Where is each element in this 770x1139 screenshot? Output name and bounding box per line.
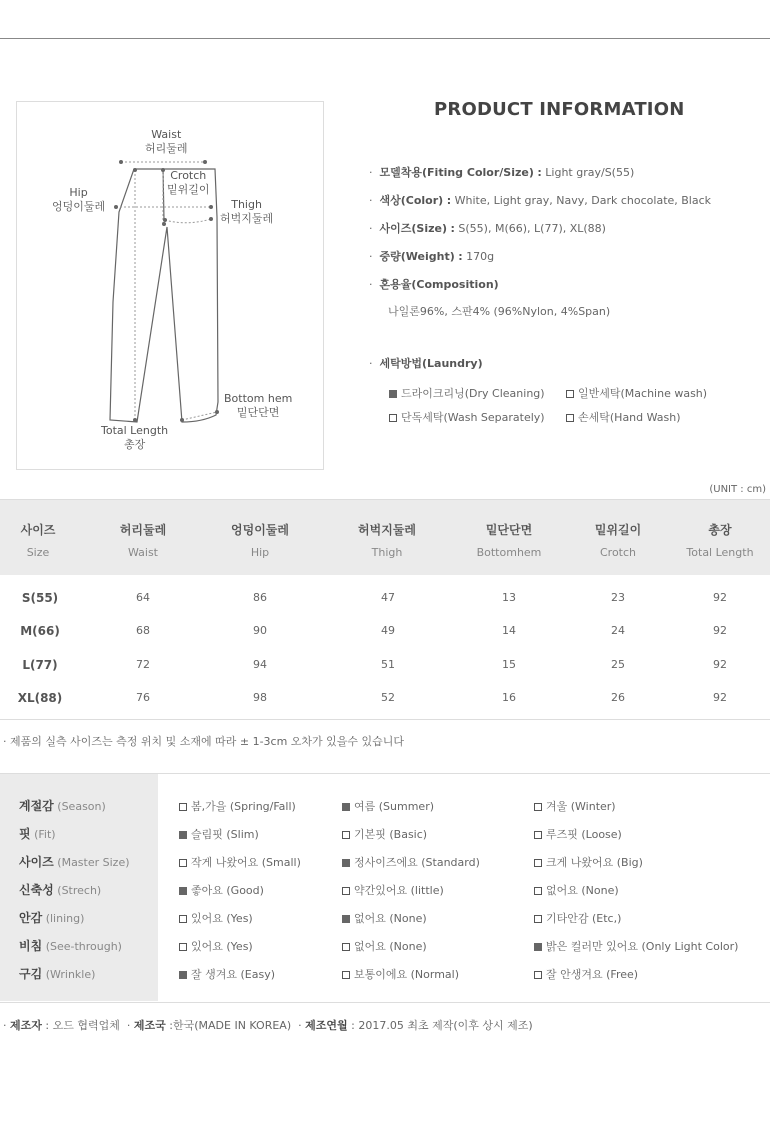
attr-option: 보통이에요 (Normal) <box>342 966 459 982</box>
header-size: 사이즈 Size <box>20 523 56 559</box>
attr-master-size-label: 사이즈 (Master Size) <box>19 855 130 869</box>
cell-bottomhem: 15 <box>502 658 516 671</box>
empty-box-icon <box>534 887 542 895</box>
cell-waist: 72 <box>136 658 150 671</box>
attr-option: 정사이즈에요 (Standard) <box>342 854 480 870</box>
attr-see-through-label: 비침 (See-through) <box>19 939 122 953</box>
attr-option: 밝은 컬러만 있어요 (Only Light Color) <box>534 938 738 954</box>
header-total-length: 총장 Total Length <box>686 523 754 559</box>
empty-box-icon <box>179 859 187 867</box>
cell-total-length: 92 <box>713 624 727 637</box>
cell-size: M(66) <box>20 624 60 638</box>
empty-box-icon <box>179 915 187 923</box>
laundry-option-hand: 손세탁(Hand Wash) <box>566 409 681 425</box>
size-note: · 제품의 실측 사이즈는 측정 위치 및 소재에 따라 ± 1-3cm 오차가 있을수 있습니다 <box>3 735 405 748</box>
cell-total-length: 92 <box>713 691 727 704</box>
cell-size: XL(88) <box>17 691 63 705</box>
attr-wrinkle-label: 구김 (Wrinkle) <box>19 967 96 981</box>
thigh-label: Thigh 허벅지둘레 <box>220 198 274 225</box>
attr-option: 없어요 (None) <box>342 910 427 926</box>
attr-season-label: 계절감 (Season) <box>19 799 106 813</box>
header-bottomhem: 밑단단면 Bottomhem <box>476 523 542 559</box>
checked-box-icon <box>342 803 350 811</box>
empty-box-icon <box>342 971 350 979</box>
attr-option: 기타안감 (Etc,) <box>534 910 621 926</box>
cell-size: L(77) <box>22 658 58 672</box>
checked-box-icon <box>179 971 187 979</box>
empty-box-icon <box>534 859 542 867</box>
attr-option: 루즈핏 (Loose) <box>534 826 622 842</box>
header-hip: 엉덩이둘레 Hip <box>231 523 289 559</box>
cell-waist: 76 <box>136 691 150 704</box>
cell-thigh: 49 <box>381 624 395 637</box>
laundry-option-dry: 드라이크리닝(Dry Cleaning) <box>389 385 545 401</box>
empty-box-icon <box>566 390 574 398</box>
checked-box-icon <box>179 887 187 895</box>
size-row: · 사이즈(Size) : S(55), M(66), L(77), XL(88) <box>369 222 606 235</box>
cell-hip: 94 <box>253 658 267 671</box>
attr-stretch-label: 신축성 (Strech) <box>19 883 102 897</box>
attr-option: 여름 (Summer) <box>342 798 434 814</box>
attr-option: 봄,가을 (Spring/Fall) <box>179 798 296 814</box>
empty-box-icon <box>534 803 542 811</box>
checked-box-icon <box>534 943 542 951</box>
checked-box-icon <box>179 831 187 839</box>
cell-thigh: 47 <box>381 591 395 604</box>
total-length-label: Total Length 총장 <box>101 424 169 451</box>
empty-box-icon <box>342 887 350 895</box>
attr-option: 없어요 (None) <box>534 882 619 898</box>
size-table-header <box>0 500 770 575</box>
table-bottom-border <box>0 719 770 720</box>
header-waist: 허리둘레 Waist <box>119 523 167 559</box>
attr-option: 좋아요 (Good) <box>179 882 264 898</box>
fitting-row: · 모델착용(Fiting Color/Size) : Light gray/S(55) <box>369 166 635 179</box>
cell-waist: 64 <box>136 591 150 604</box>
laundry-row: · 세탁방법(Laundry) <box>369 357 483 370</box>
hip-label: Hip 엉덩이둘레 <box>52 186 106 213</box>
composition-row: · 혼용율(Composition) <box>369 278 499 291</box>
attributes-bottom-border <box>0 1002 770 1003</box>
attr-option: 없어요 (None) <box>342 938 427 954</box>
product-info-title: PRODUCT INFORMATION <box>434 99 685 120</box>
attr-option: 작게 나왔어요 (Small) <box>179 854 301 870</box>
attr-option: 기본핏 (Basic) <box>342 826 427 842</box>
cell-hip: 86 <box>253 591 267 604</box>
empty-box-icon <box>566 414 574 422</box>
attr-option: 있어요 (Yes) <box>179 938 253 954</box>
cell-thigh: 51 <box>381 658 395 671</box>
empty-box-icon <box>534 971 542 979</box>
empty-box-icon <box>342 943 350 951</box>
cell-crotch: 25 <box>611 658 625 671</box>
attr-fit-label: 핏 (Fit) <box>19 827 56 841</box>
checked-box-icon <box>342 859 350 867</box>
cell-total-length: 92 <box>713 658 727 671</box>
unit-label: (UNIT : cm) <box>709 484 766 495</box>
cell-size: S(55) <box>21 591 59 605</box>
waist-label: Waist 허리둘레 <box>145 128 188 155</box>
cell-bottomhem: 16 <box>502 691 516 704</box>
top-divider <box>0 38 770 39</box>
empty-box-icon <box>534 831 542 839</box>
empty-box-icon <box>342 831 350 839</box>
attr-option: 잘 안생겨요 (Free) <box>534 966 638 982</box>
attr-option: 잘 생겨요 (Easy) <box>179 966 275 982</box>
checked-box-icon <box>342 915 350 923</box>
cell-thigh: 52 <box>381 691 395 704</box>
laundry-option-machine: 일반세탁(Machine wash) <box>566 385 707 401</box>
manufacturer-info: · 제조자 : 오드 협력업체 · 제조국 :한국(MADE IN KOREA) · 제조연월 : 2017.05 최초 제작(이후 상시 제조) <box>3 1019 533 1032</box>
attr-option: 있어요 (Yes) <box>179 910 253 926</box>
cell-total-length: 92 <box>713 591 727 604</box>
attr-option: 겨울 (Winter) <box>534 798 616 814</box>
cell-hip: 98 <box>253 691 267 704</box>
cell-crotch: 24 <box>611 624 625 637</box>
weight-row: · 중량(Weight) : 170g <box>369 250 495 263</box>
attr-option: 슬림핏 (Slim) <box>179 826 259 842</box>
laundry-option-separate: 단독세탁(Wash Separately) <box>389 409 545 425</box>
empty-box-icon <box>534 915 542 923</box>
measurement-diagram <box>16 101 324 470</box>
attr-option: 크게 나왔어요 (Big) <box>534 854 643 870</box>
cell-bottomhem: 14 <box>502 624 516 637</box>
composition-value: 나일론96%, 스판4% (96%Nylon, 4%Span) <box>388 305 611 318</box>
empty-box-icon <box>389 414 397 422</box>
empty-box-icon <box>179 803 187 811</box>
empty-box-icon <box>179 943 187 951</box>
cell-bottomhem: 13 <box>502 591 516 604</box>
header-thigh: 허벅지둘레 Thigh <box>358 523 416 559</box>
attr-lining-label: 안감 (lining) <box>19 911 85 925</box>
cell-waist: 68 <box>136 624 150 637</box>
cell-crotch: 23 <box>611 591 625 604</box>
bottom-hem-label: Bottom hem 밑단단면 <box>224 392 293 419</box>
cell-crotch: 26 <box>611 691 625 704</box>
header-crotch: 밑위길이 Crotch <box>594 523 642 559</box>
attr-option: 약간있어요 (little) <box>342 882 444 898</box>
cell-hip: 90 <box>253 624 267 637</box>
crotch-label: Crotch 밑위길이 <box>167 169 210 196</box>
checked-box-icon <box>389 390 397 398</box>
color-row: · 색상(Color) : White, Light gray, Navy, Dark chocolate, Black <box>369 194 712 207</box>
